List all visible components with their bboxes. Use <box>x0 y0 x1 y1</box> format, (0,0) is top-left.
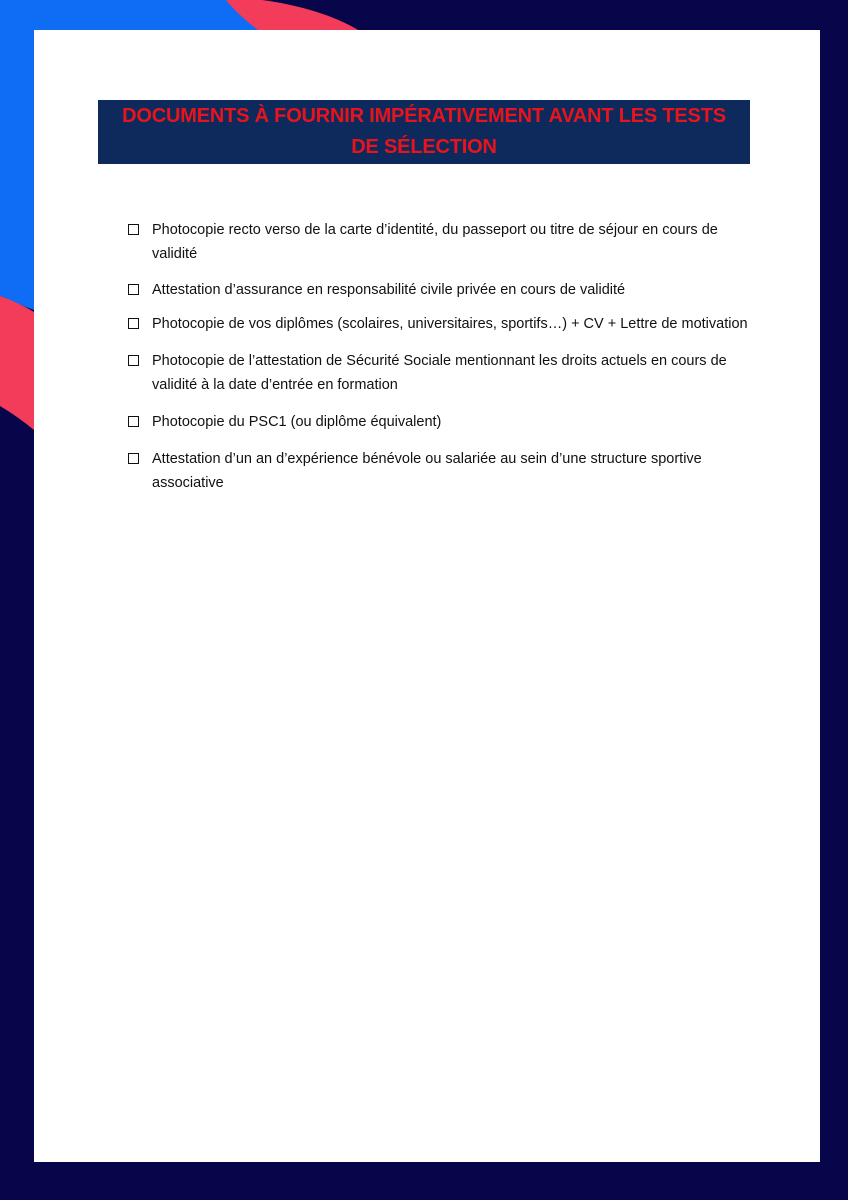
checklist-item <box>128 312 748 336</box>
checkbox-icon[interactable] <box>128 355 139 366</box>
checklist-item-label: Attestation d’assurance en responsabilité civile privée en cours de validité <box>152 282 626 298</box>
checklist-item <box>128 447 748 495</box>
checkbox-icon[interactable] <box>128 318 139 329</box>
checkbox-icon[interactable] <box>128 453 139 464</box>
checklist-item-label: Photocopie de l’attestation de Sécurité Sociale mentionnant les droits actuels en cours de validité à la date d’entrée en formation <box>152 353 727 393</box>
page-title: DOCUMENTS À FOURNIR IMPÉRATIVEMENT AVANT LES TESTS DE SÉLECTION <box>122 105 726 158</box>
checkbox-icon[interactable] <box>128 284 139 295</box>
checklist-item-label: Photocopie de vos diplômes (scolaires, universitaires, sportifs…) + CV + Lettre de motivation <box>152 316 748 332</box>
documents-checklist <box>128 218 748 495</box>
checkbox-icon[interactable] <box>128 224 139 235</box>
checklist-item <box>128 410 748 434</box>
checklist-item <box>128 349 748 397</box>
checklist-item-label: Photocopie recto verso de la carte d’identité, du passeport ou titre de séjour en cours de validité <box>152 222 718 262</box>
checklist-item-label: Photocopie du PSC1 (ou diplôme équivalent) <box>152 414 442 430</box>
checklist-item <box>128 278 748 302</box>
checkbox-icon[interactable] <box>128 416 139 427</box>
document-page <box>34 30 820 1162</box>
checklist-item <box>128 218 748 266</box>
title-banner <box>98 100 750 164</box>
checklist-item-label: Attestation d’un an d’expérience bénévole ou salariée au sein d’une structure sportive associative <box>152 451 702 491</box>
